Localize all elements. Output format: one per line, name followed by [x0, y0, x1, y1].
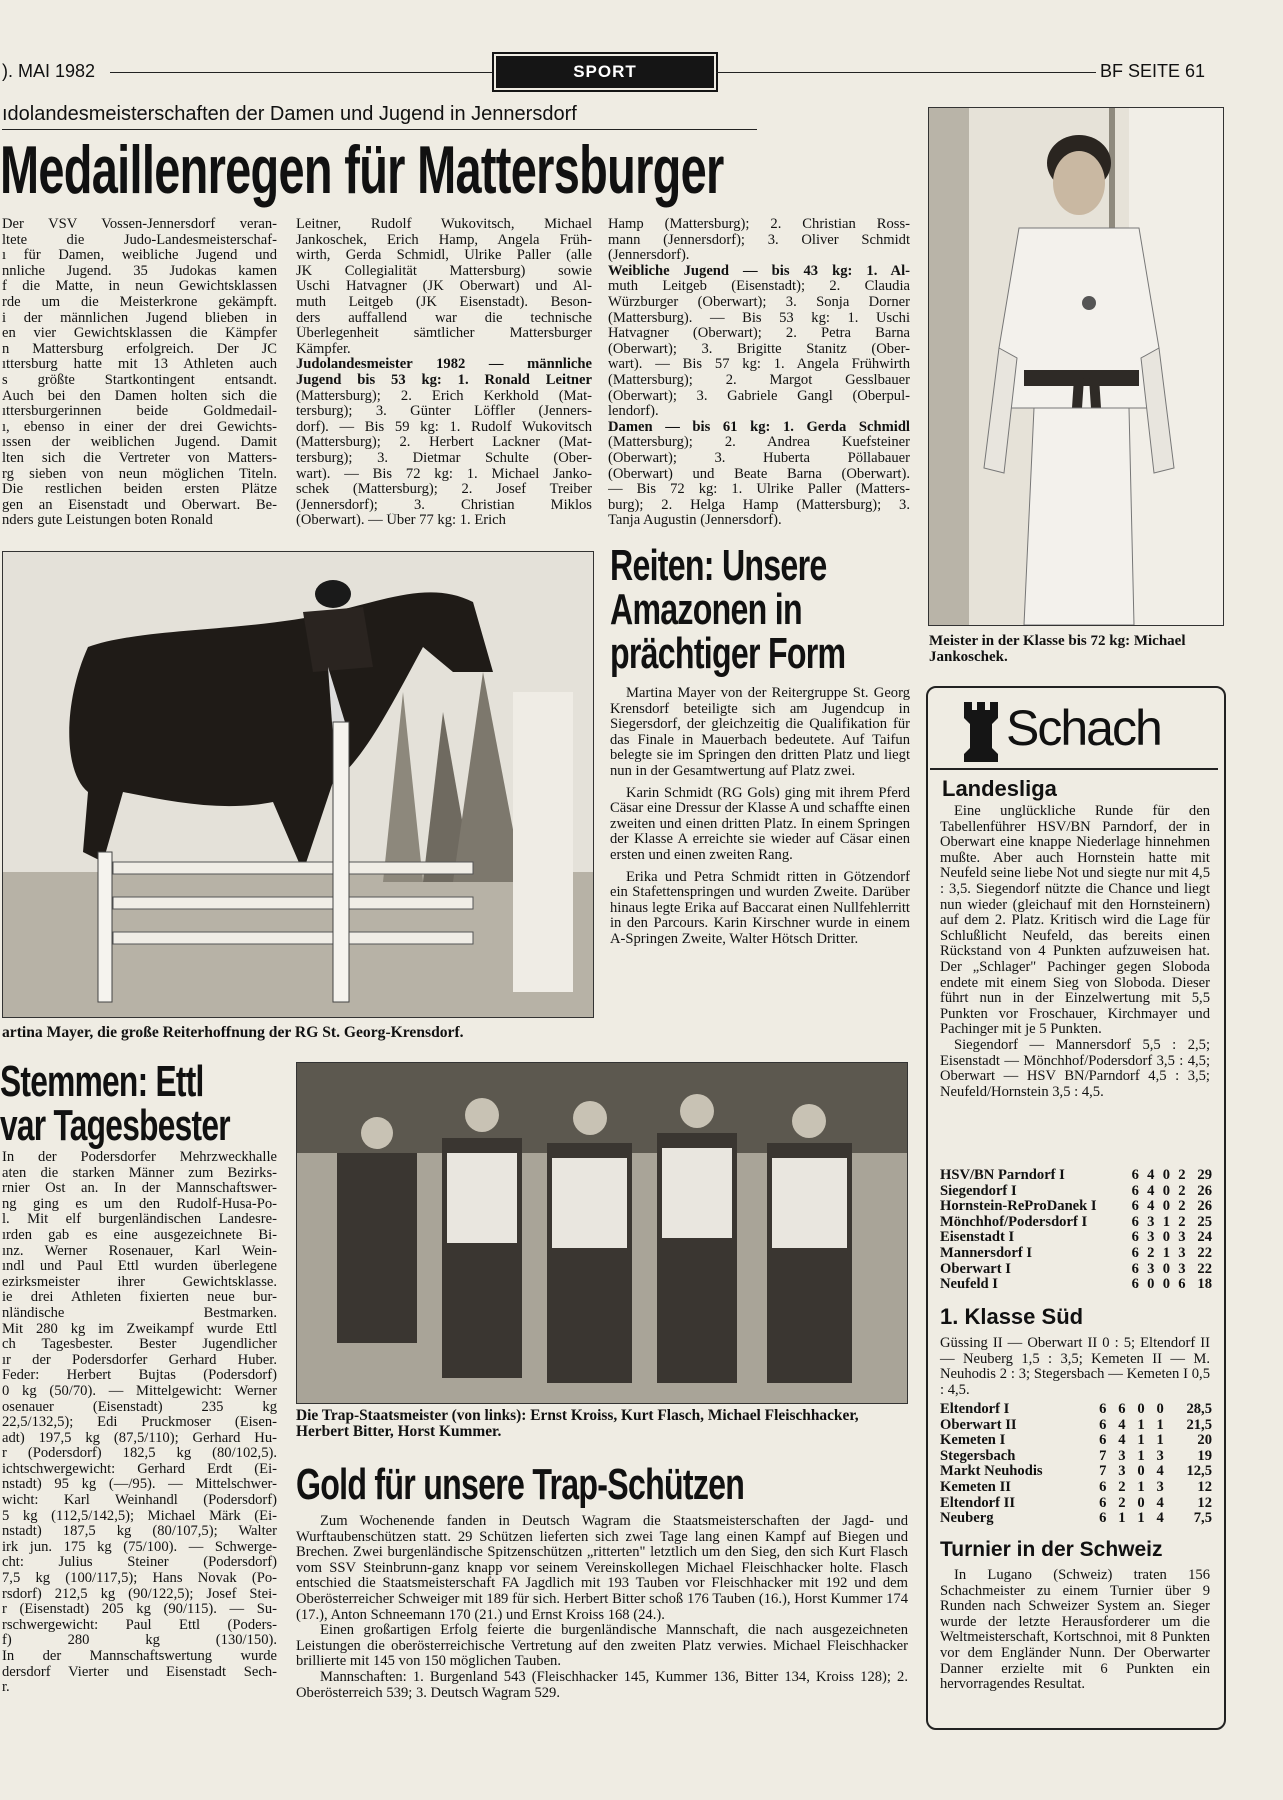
table-cell: 3 — [1147, 1213, 1155, 1230]
text-line: rg sieben von neun möglichen Titeln. — [2, 466, 277, 482]
table-cell: 26 — [1197, 1182, 1212, 1199]
text-line: wirth, Gerda Schmidl, Ulrike Paller (alle — [296, 248, 592, 264]
table-cell: 4 — [1156, 1494, 1164, 1511]
table-cell: 2 — [1118, 1478, 1126, 1495]
table-cell: 19 — [1197, 1447, 1212, 1464]
text-line: lendorf). — [608, 404, 659, 420]
table-cell: 6 — [1131, 1276, 1139, 1293]
table-cell: 6 — [1131, 1167, 1139, 1183]
text-line: Leitner, Rudolf Wukovitsch, Michael — [296, 217, 592, 232]
text-line: (Mattersburg); 2. Margot Gesslbauer — [608, 372, 910, 388]
text-line: Würzburger (Oberwart); 3. Sonja Dorner — [608, 294, 910, 310]
table-cell: 2 — [1147, 1244, 1155, 1261]
text-line: rsdorf) 212,5 kg (90/122,5); Josef Stei- — [2, 1586, 277, 1602]
text-line: aten die starken Männer zum Bezirks- — [2, 1165, 277, 1181]
text-line: muth Leitgeb (JK Eisenstadt). Beson- — [296, 294, 592, 310]
text-line: Kämpfer. — [296, 341, 351, 357]
text-line: f) 280 kg (130/150). — [2, 1633, 277, 1649]
text-line: mann (Jennersdorf); 3. Oliver Schmidt — [608, 232, 910, 248]
table-cell: 6 — [1099, 1401, 1107, 1417]
text-line: irk jun. 175 kg (75/100). — Schwerge- — [2, 1539, 277, 1555]
text-line: nstadt) 95 kg (—/95). — Mittelschwer- — [2, 1477, 277, 1493]
judo-col-1 — [2, 217, 277, 529]
trap-paragraph: Einen großartigen Erfolg feierte die burgenländische Mannschaft, die nach ausgezeichneten Leistungen die oberösterreichische Vertretung auf den zweiten Platz verwies. Michael Fleischhacker brillierte mit 145 von 150 möglichen Tauben. — [296, 1622, 908, 1670]
team-name: Neufeld I — [940, 1276, 998, 1293]
table-row — [940, 1464, 1212, 1480]
trap-photo — [296, 1062, 908, 1404]
text-line: osenauer (Eisenstadt) 235 kg — [2, 1399, 277, 1415]
text-line: Damen — bis 61 kg: 1. Gerda Schmidl — [608, 419, 910, 435]
reiten-headline — [610, 541, 932, 678]
table-cell: 4 — [1147, 1198, 1155, 1215]
text-line: dorf). — Bis 59 kg: 1. Rudolf Wukovitsch — [296, 419, 592, 435]
reiten-headline-1: Reiten: Unsere — [610, 541, 827, 590]
table-cell: 0 — [1162, 1229, 1170, 1246]
table-row — [940, 1277, 1212, 1293]
table-cell: 6 — [1131, 1229, 1139, 1246]
table-cell: 4 — [1156, 1463, 1164, 1480]
table-row — [940, 1496, 1212, 1512]
table-row — [940, 1168, 1212, 1184]
text-line: Weibliche Jugend — bis 43 kg: 1. Al- — [608, 263, 910, 279]
turnier-heading: Turnier in der Schweiz — [940, 1538, 1163, 1561]
table-cell: 2 — [1118, 1494, 1126, 1511]
stemmen-headline-1: Stemmen: Ettl — [0, 1057, 204, 1106]
table-cell: 7 — [1099, 1447, 1107, 1464]
section-label: SPORT — [573, 62, 637, 81]
team-name: HSV/BN Parndorf I — [940, 1167, 1065, 1183]
table-cell: 0 — [1137, 1463, 1145, 1480]
text-line: r (Podersdorf) 182,5 kg (80/102,5). — [2, 1446, 277, 1462]
table-cell: 28,5 — [1186, 1401, 1212, 1417]
text-line: wart). — Bis 72 kg: 1. Michael Janko- — [296, 466, 592, 482]
table-cell: 6 — [1131, 1182, 1139, 1199]
table-cell: 1 — [1156, 1432, 1164, 1449]
table-cell: 0 — [1162, 1198, 1170, 1215]
table-cell: 22 — [1197, 1244, 1212, 1261]
text-line: Überlegenheit sämtlicher Mattersburger — [296, 326, 592, 342]
table-cell: 1 — [1137, 1447, 1145, 1464]
table-cell: 6 — [1131, 1213, 1139, 1230]
table-cell: 3 — [1178, 1260, 1186, 1277]
horse-caption: artina Mayer, die große Reiterhoffnung der RG St. Georg-Krensdorf. — [2, 1024, 464, 1041]
table-cell: 4 — [1118, 1416, 1126, 1433]
rook-icon — [960, 698, 1002, 764]
team-name: Eltendorf I — [940, 1401, 1010, 1417]
header-rule-right — [716, 72, 1096, 73]
table-cell: 6 — [1099, 1494, 1107, 1511]
header-page: BF SEITE 61 — [1100, 61, 1206, 81]
text-line: Mit 280 kg im Zweikampf wurde Ettl — [2, 1321, 277, 1337]
trap-paragraph: Zum Wochenende fanden in Deutsch Wagram die Staatsmeisterschaften der Jagd- und Wurftaubenschützen statt. 29 Schützen lieferten sich zwei Tage lang einen Kampf auf Biegen und Brechen. Zwei burgenländische Spitzenschützen „ritterten" letztlich um den Sieg, den sich Kurt Flasch vom SSV Steinbrunn-ganz knapp vor seinem Vereinskollegen Michael Fleischhacker holte. Flasch entschied die Staatsmeisterschaft FA Jagdlich mit 193 Tauben vor Fleischhacker mit 192 und dem Oberösterreicher Schweiger mit 189 für sich. Herbert Bitter schoß 176 Tauben (16.), Horst Kummer 174 (17.), Anton Schneemann 170 (21.) und Ernst Kroiss 168 (24.). — [296, 1513, 908, 1623]
text-line: burg); 2. Helga Hamp (Mattersburg); 3. — [608, 497, 910, 513]
text-line: rschwergewicht: Paul Ettl (Poders- — [2, 1617, 277, 1633]
table-cell: 24 — [1197, 1229, 1212, 1246]
table-cell: 0 — [1162, 1276, 1170, 1293]
header-date: ). MAI 1982 — [2, 61, 96, 81]
judo-headline: Medaillenregen für Mattersburger — [0, 132, 724, 208]
table-cell: 0 — [1162, 1182, 1170, 1199]
text-line: In der Mannschaftswertung wurde — [2, 1649, 277, 1664]
table-row — [940, 1433, 1212, 1449]
text-line: Der VSV Vossen-Jennersdorf veran- — [2, 217, 277, 232]
team-name: Eltendorf II — [940, 1494, 1015, 1511]
table-cell: 6 — [1131, 1198, 1139, 1215]
section-badge — [496, 56, 714, 88]
klasse-heading: 1. Klasse Süd — [940, 1304, 1084, 1329]
team-name: Kemeten I — [940, 1432, 1006, 1449]
table-cell: 3 — [1156, 1478, 1164, 1495]
table-cell: 1 — [1162, 1213, 1170, 1230]
landesliga-text — [940, 804, 1210, 1100]
text-line: ıttersburg hatte mit 13 Athleten auch — [2, 357, 277, 373]
trap-headline: Gold für unsere Trap-Schützen — [296, 1460, 745, 1509]
klasse-results: Güssing II — Oberwart II 0 : 5; Eltendorf II — Neuberg 1,5 : 3,5; Kemeten II — M. Neuhodis 2 : 3; Stegersbach — Kemeten I 0,5 : 4,5. — [940, 1335, 1210, 1398]
text-line: (Mattersburg). — Bis 53 kg: 1. Uschi — [608, 310, 910, 326]
text-line: Tanja Augustin (Jennersdorf). — [608, 513, 782, 529]
text-line: (Oberwart). — Über 77 kg: 1. Erich — [296, 513, 506, 529]
text-line: adt) 197,5 kg (87,5/110); Gerhard Hu- — [2, 1430, 277, 1446]
team-name: Stegersbach — [940, 1447, 1016, 1464]
table-cell: 7,5 — [1193, 1510, 1212, 1527]
table-cell: 6 — [1178, 1276, 1186, 1293]
team-name: Oberwart II — [940, 1416, 1017, 1433]
table-cell: 12 — [1197, 1494, 1212, 1511]
table-row — [940, 1402, 1212, 1418]
table-cell: 1 — [1137, 1432, 1145, 1449]
table-cell: 3 — [1118, 1463, 1126, 1480]
team-name: Markt Neuhodis — [940, 1463, 1043, 1480]
table-cell: 6 — [1118, 1401, 1126, 1417]
text-line: ezirksmeister ihrer Gewichtsklasse. — [2, 1274, 277, 1290]
table-cell: 1 — [1137, 1416, 1145, 1433]
text-line: Hatvagner (Oberwart); 2. Petra Barna — [608, 326, 910, 342]
table-row — [940, 1418, 1212, 1434]
table-row — [940, 1246, 1212, 1262]
table-cell: 3 — [1178, 1244, 1186, 1261]
text-line: ch Tagesbester. Bester Jugendlicher — [2, 1337, 277, 1353]
table-cell: 4 — [1118, 1432, 1126, 1449]
text-line: ırden gab es eine ausgezeichnete Bi- — [2, 1227, 277, 1243]
table-row — [940, 1230, 1212, 1246]
table-cell: 6 — [1099, 1478, 1107, 1495]
judo-kicker: ıdolandesmeisterschaften der Damen und Jugend in Jennersdorf — [2, 103, 577, 125]
table-cell: 26 — [1197, 1198, 1212, 1215]
stemmen-headline — [0, 1057, 319, 1150]
text-line: (Oberwart); 3. Gabriele Gangl (Oberpul- — [608, 388, 910, 404]
table-cell: 2 — [1178, 1182, 1186, 1199]
table-cell: 6 — [1099, 1510, 1107, 1527]
text-line: rde um die Meisterkrone gekämpft. — [2, 294, 277, 310]
text-line: (Oberwart); 3. Brigitte Stanitz (Ober- — [608, 341, 910, 357]
text-line: (Oberwart) und Beate Barna (Oberwart). — [608, 466, 910, 482]
text-line: i der männlichen Jugend blieben in — [2, 310, 277, 326]
landesliga-results: Siegendorf — Mannersdorf 5,5 : 2,5; Eisenstadt — Mönchhof/Podersdorf 3,5 : 4,5; Oberwart — HSV BN/Parndorf 4,5 : 3,5; Neufeld/Hornstein 3,5 : 4,5. — [940, 1036, 1210, 1100]
table-row — [940, 1262, 1212, 1278]
table-row — [940, 1511, 1212, 1527]
table-cell: 1 — [1162, 1244, 1170, 1261]
table-cell: 6 — [1131, 1260, 1139, 1277]
text-line: ichtschwergewicht: Gerhard Erdt (Ei- — [2, 1461, 277, 1477]
reiten-paragraph: Martina Mayer von der Reitergruppe St. Georg Krensdorf beteiligte sich am Jugendcup in Siegersdorf, der gleichzeitig die Qualifikation für das Finale in Mauerbach bedeutete. Auf Taifun belegte sie im Springen den dritten Platz und liegt nun in der Gesamtwertung auf Platz zwei. — [610, 685, 910, 779]
table-cell: 12,5 — [1186, 1463, 1212, 1480]
landesliga-heading: Landesliga — [942, 776, 1057, 801]
table-cell: 20 — [1197, 1432, 1212, 1449]
text-line: 22,5/132,5); Edi Pruckmoser (Eisen- — [2, 1415, 277, 1431]
team-name: Eisenstadt I — [940, 1229, 1015, 1246]
text-line: (Jennersdorf); 3. Christian Miklos — [296, 497, 592, 513]
table-cell: 6 — [1099, 1432, 1107, 1449]
table-cell: 0 — [1137, 1401, 1145, 1417]
table-row — [940, 1480, 1212, 1496]
table-cell: 21,5 — [1186, 1416, 1212, 1433]
team-name: Mannersdorf I — [940, 1244, 1033, 1261]
header-rule-left — [110, 72, 493, 73]
table-cell: 6 — [1099, 1416, 1107, 1433]
table-cell: 29 — [1197, 1167, 1212, 1183]
stemmen-headline-2: var Tagesbester — [0, 1101, 230, 1150]
judo-col-3 — [608, 217, 910, 529]
text-line: muth Leitgeb (Eisenstadt); 2. Claudia — [608, 279, 910, 295]
reiten-paragraph: Erika und Petra Schmidt ritten in Götzendorf ein Stafettenspringen und wurden Zweite. Darüber hinaus legte Erika auf Baccarat einen Nullfehlerritt in den Parcours. Karin Kirschner wurde in einem A-Springen Zweite, Walter Hötsch Dritter. — [610, 868, 910, 947]
team-name: Kemeten II — [940, 1478, 1011, 1495]
table-row — [940, 1199, 1212, 1215]
judo-col-2 — [296, 217, 592, 529]
schach-header — [930, 690, 1218, 770]
text-line: ltete die Judo-Landesmeisterschaf- — [2, 232, 277, 248]
table-cell: 4 — [1147, 1167, 1155, 1183]
table-cell: 22 — [1197, 1260, 1212, 1277]
reiten-headline-2: Amazonen in — [610, 585, 802, 634]
kicker-underline — [2, 129, 757, 130]
text-line: f die Matte, in neun Gewichtsklassen — [2, 279, 277, 295]
text-line: (Mattersburg); 2. Erich Kerkhold (Mat- — [296, 388, 592, 404]
text-line: (Mattersburg); 2. Herbert Lackner (Mat- — [296, 435, 592, 451]
text-line: Jugend bis 53 kg: 1. Ronald Leitner — [296, 372, 592, 388]
text-line: ır der Podersdorfer Gerhard Huber. — [2, 1352, 277, 1368]
klasse-table — [940, 1402, 1212, 1527]
table-cell: 1 — [1156, 1416, 1164, 1433]
text-line: ng ging es um den Rudolf-Husa-Po- — [2, 1196, 277, 1212]
table-cell: 2 — [1178, 1167, 1186, 1183]
text-line: r (Eisenstadt) 205 kg (90/115). — Su- — [2, 1602, 277, 1618]
text-line: l. Mit elf burgenländischen Landesre- — [2, 1212, 277, 1228]
text-line: Auch bei den Damen holten sich die — [2, 388, 277, 404]
landesliga-table — [940, 1168, 1212, 1293]
horse-photo — [2, 551, 594, 1018]
table-cell: 0 — [1137, 1494, 1145, 1511]
text-line: schek (Mattersburg); 2. Josef Treiber — [296, 482, 592, 498]
text-line: ınz. Werner Rosenauer, Karl Wein- — [2, 1243, 277, 1259]
table-cell: 1 — [1137, 1510, 1145, 1527]
text-line: (Mattersburg); 2. Andrea Kuefsteiner — [608, 435, 910, 451]
table-cell: 3 — [1178, 1229, 1186, 1246]
team-name: Oberwart I — [940, 1260, 1011, 1277]
table-cell: 3 — [1147, 1229, 1155, 1246]
table-cell: 1 — [1118, 1510, 1126, 1527]
table-cell: 3 — [1147, 1260, 1155, 1277]
table-cell: 6 — [1131, 1244, 1139, 1261]
text-line: ı, ebenso in einer der drei Gewichts- — [2, 419, 277, 435]
trap-body — [296, 1514, 908, 1701]
trap-paragraph: Mannschaften: 1. Burgenland 543 (Fleischhacker 145, Kummer 136, Bitter 134, Kroiss 128); 2. Oberösterreich 539; 3. Deutsch Wagram 529. — [296, 1668, 908, 1701]
text-line: wicht: Karl Weinhandl (Podersdorf) — [2, 1493, 277, 1509]
text-line: en vier Gewichtsklassen die Kämpfer — [2, 326, 277, 342]
text-line: (Jennersdorf). — [608, 248, 690, 264]
table-cell: 7 — [1099, 1463, 1107, 1480]
text-line: n Mattersburg erfolgreich. Der JC — [2, 341, 277, 357]
text-line: lten sich die Vertreter von Matters- — [2, 450, 277, 466]
text-line: (Oberwart); 3. Huberta Pöllabauer — [608, 450, 910, 466]
text-line: rnier Ost an. In der Mannschaftswer- — [2, 1181, 277, 1197]
text-line: nstadt) 187,5 kg (80/107,5); Walter — [2, 1524, 277, 1540]
reiten-headline-3: prächtiger Form — [610, 629, 846, 678]
text-line: tersburg); 3. Günter Löffler (Jenners- — [296, 404, 592, 420]
text-line: gen an Eisenstadt und Oberwart. Be- — [2, 497, 277, 513]
table-cell: 3 — [1118, 1447, 1126, 1464]
text-line: JK Collegialität Mattersburg) sowie — [296, 263, 592, 279]
text-line: Feder: Herbert Bujtas (Podersdorf) — [2, 1368, 277, 1384]
team-name: Siegendorf I — [940, 1182, 1017, 1199]
team-name: Neuberg — [940, 1510, 994, 1527]
reiten-body — [610, 686, 910, 948]
text-line: ders auffallend war die technische — [296, 310, 592, 326]
text-line: ı für Damen, weibliche Jugend und — [2, 248, 277, 264]
reiten-paragraph: Karin Schmidt (RG Gols) ging mit ihrem Pferd Cäsar eine Dressur der Klasse A und schaffte einen zweiten und einen dritten Platz. In einem Springen der Klasse A erreichte sie wieder auf Cäsar einen ersten und einen zweiten Rang. — [610, 784, 910, 863]
text-line: cht: Julius Steiner (Podersdorf) — [2, 1555, 277, 1571]
judo-photo — [928, 107, 1224, 626]
text-line: Judolandesmeister 1982 — männliche — [296, 357, 592, 373]
text-line: In der Podersdorfer Mehrzweckhalle — [2, 1150, 277, 1165]
table-cell: 4 — [1156, 1510, 1164, 1527]
text-line: tersburg); 3. Dietmar Schulte (Ober- — [296, 450, 592, 466]
table-cell: 12 — [1197, 1478, 1212, 1495]
table-row — [940, 1215, 1212, 1231]
team-name: Hornstein-ReProDanek I — [940, 1198, 1097, 1215]
team-name: Mönchhof/Podersdorf I — [940, 1213, 1088, 1230]
turnier-text: In Lugano (Schweiz) traten 156 Schachmeister zu einem Turnier über 9 Runden nach Schweizer System an. Sieger wurde der letzte Herausforderer um die Weltmeisterschaft, Kortschnoi, mit 8 Punkten vor dem Engländer Nunn. Der Oberwarter Danner erzielte mit 6 Punkten ein hervorragendes Resultat. — [940, 1567, 1210, 1693]
table-cell: 0 — [1156, 1401, 1164, 1417]
text-line: ıssen der weiblichen Jugend. Damit — [2, 435, 277, 451]
table-cell: 0 — [1162, 1260, 1170, 1277]
text-line: 7,5 kg (100/117,5); Hans Novak (Po- — [2, 1571, 277, 1587]
text-line: ındl und Paul Ettl wurden überlegene — [2, 1259, 277, 1275]
text-line: — Bis 72 kg: 1. Ulrike Paller (Matters- — [608, 482, 910, 498]
table-cell: 0 — [1162, 1167, 1170, 1183]
schach-title: Schach — [1006, 700, 1161, 756]
table-cell: 4 — [1147, 1182, 1155, 1199]
table-cell: 18 — [1197, 1276, 1212, 1293]
trap-caption: Die Trap-Staatsmeister (von links): Ernst Kroiss, Kurt Flasch, Michael Fleischhacker, Herbert Bitter, Horst Kummer. — [296, 1407, 859, 1440]
table-cell: 0 — [1147, 1276, 1155, 1293]
text-line: ıttersburgerinnen beide Goldmedail- — [2, 404, 277, 420]
text-line: dersdorf Vierter und Eisenstadt Sech- — [2, 1664, 277, 1680]
judo-photo-caption: Meister in der Klasse bis 72 kg: Michael Jankoschek. — [929, 633, 1186, 665]
table-row — [940, 1184, 1212, 1200]
text-line: 0 kg (50/70). — Mittelgewicht: Werner — [2, 1383, 277, 1399]
table-row — [940, 1449, 1212, 1465]
table-cell: 1 — [1137, 1478, 1145, 1495]
stemmen-body — [2, 1150, 277, 1696]
text-line: wart). — Bis 57 kg: 1. Angela Frühwirth — [608, 357, 910, 373]
table-cell: 3 — [1156, 1447, 1164, 1464]
table-cell: 25 — [1197, 1213, 1212, 1230]
text-line: Die restlichen beiden ersten Plätze — [2, 482, 277, 498]
table-cell: 2 — [1178, 1213, 1186, 1230]
text-line: 5 kg (112,5/142,5); Michael Märk (Ei- — [2, 1508, 277, 1524]
landesliga-paragraph: Eine unglückliche Runde für den Tabellenführer HSV/BN Parndorf, der in Oberwart eine knappe Niederlage hinnehmen mußte. Aber auch Hornstein hatte mit Neufeld seine liebe Not und siegte nur mit 4,5 : 3,5. Siegendorf nützte die Chance und liegt nun wieder (gleichauf mit den Hornsteinern) auf dem 2. Platz. Kritisch wird die Lage für Schlußlicht Neufeld, das bereits einen Rückstand von 4 Punkten aufzuweisen hat. Der „Schlager" Pachinger gegen Sloboda endete mit einem Sieg von Sloboda. Dieser führt nun in der Einzelwertung mit 5,5 Punkten vor Froschauer, Kirchmayer und Pachinger mit je 5 Punkten. — [940, 803, 1210, 1038]
text-line: nders gute Leistungen boten Ronald — [2, 513, 213, 529]
text-line: r. — [2, 1680, 10, 1696]
text-line: Hamp (Mattersburg); 2. Christian Ross- — [608, 217, 910, 232]
text-line: Jankoschek, Erich Hamp, Angela Früh- — [296, 232, 592, 248]
text-line: Uschi Hatvagner (JK Oberwart) und Al- — [296, 279, 592, 295]
text-line: ie drei Athleten fixierten neue bur- — [2, 1290, 277, 1306]
text-line: nnliche Jugend. 35 Judokas kamen — [2, 263, 277, 279]
table-cell: 2 — [1178, 1198, 1186, 1215]
text-line: s größte Startkontingent entsandt. — [2, 372, 277, 388]
text-line: nländische Bestmarken. — [2, 1305, 277, 1321]
